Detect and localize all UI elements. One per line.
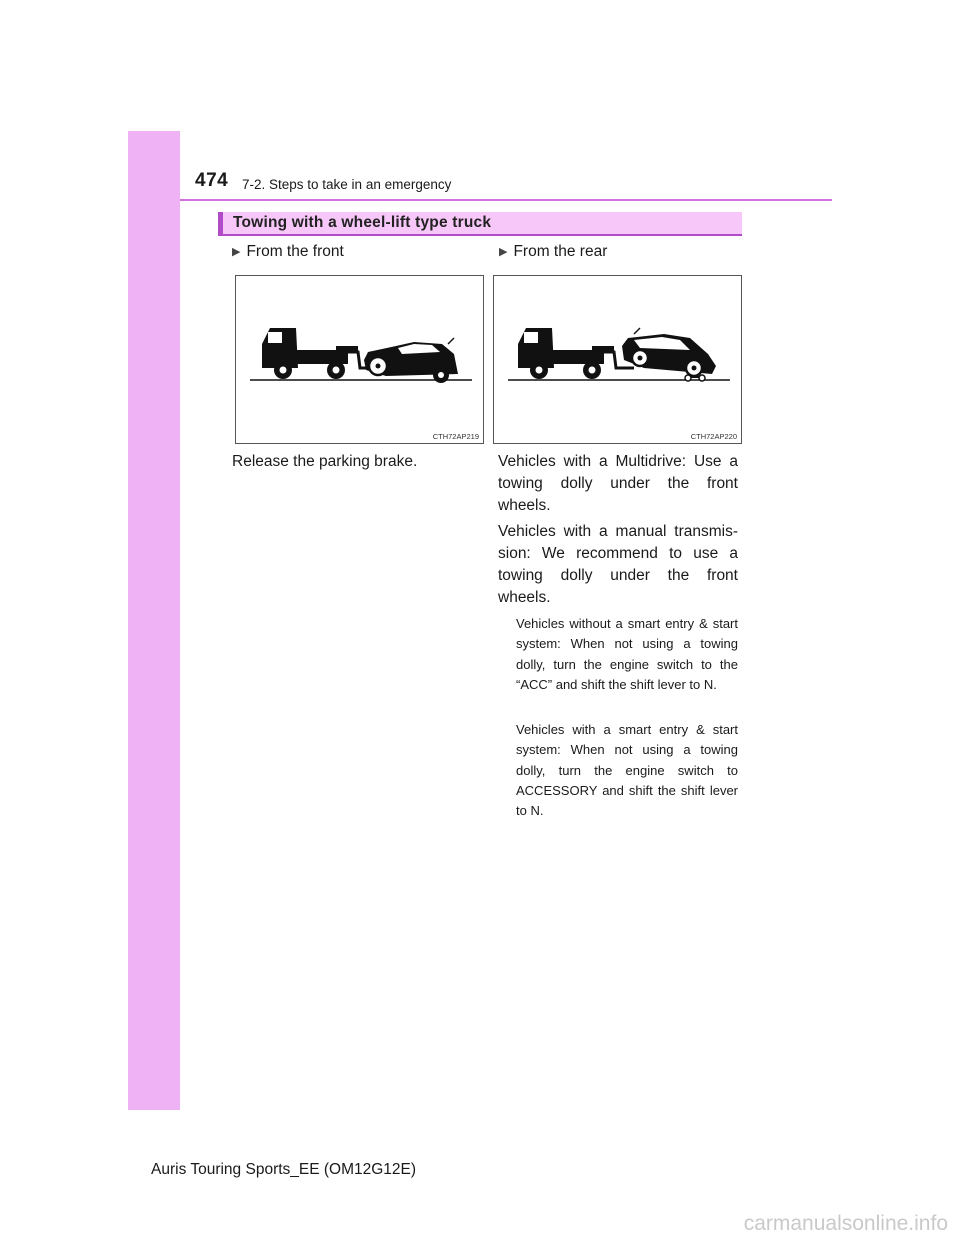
figure-tow-front xyxy=(235,275,484,444)
note-without-smart-entry: Vehicles without a smart entry & start system: When not using a towing dolly, turn the engine switch to the “ACC” and shift the shift lever to N. xyxy=(516,616,738,692)
right-para-manual: Vehicles with a manual transmis-sion: We recommend to use a towing dolly under the front wheels. xyxy=(498,523,738,606)
watermark: carmanualsonline.info xyxy=(743,1212,948,1235)
figure-code: CTH72AP220 xyxy=(690,432,737,441)
subheading-label: From the front xyxy=(246,243,344,260)
figure-tow-rear xyxy=(493,275,742,444)
section-heading-bar xyxy=(218,212,742,236)
footer-model: Auris Touring Sports_EE (OM12G12E) xyxy=(151,1161,417,1178)
running-head: 7-2. Steps to take in an emergency xyxy=(242,177,452,192)
subheading-label: From the rear xyxy=(513,243,608,260)
subheading-from-rear xyxy=(499,243,607,261)
chapter-sidebar-tab xyxy=(128,131,180,1110)
subheading-from-front xyxy=(232,243,344,261)
right-para-multidrive: Vehicles with a Multidrive: Use a towing dolly under the front wheels. xyxy=(498,453,738,514)
triangle-bullet-icon: ▶ xyxy=(232,246,241,258)
page-number: 474 xyxy=(195,170,229,191)
note-with-smart-entry: Vehicles with a smart entry & start system: When not using a towing dolly, turn the engine switch to ACCESSORY and shift the shift lever to N. xyxy=(516,722,738,819)
section-title: Towing with a wheel-lift type truck xyxy=(233,214,492,231)
tow-truck-front-illustration xyxy=(236,276,485,445)
header-rule xyxy=(180,199,832,201)
figure-code: CTH72AP219 xyxy=(432,432,479,441)
tow-truck-rear-illustration xyxy=(494,276,743,445)
left-body-text: Release the parking brake. xyxy=(232,453,418,470)
triangle-bullet-icon: ▶ xyxy=(499,246,508,258)
